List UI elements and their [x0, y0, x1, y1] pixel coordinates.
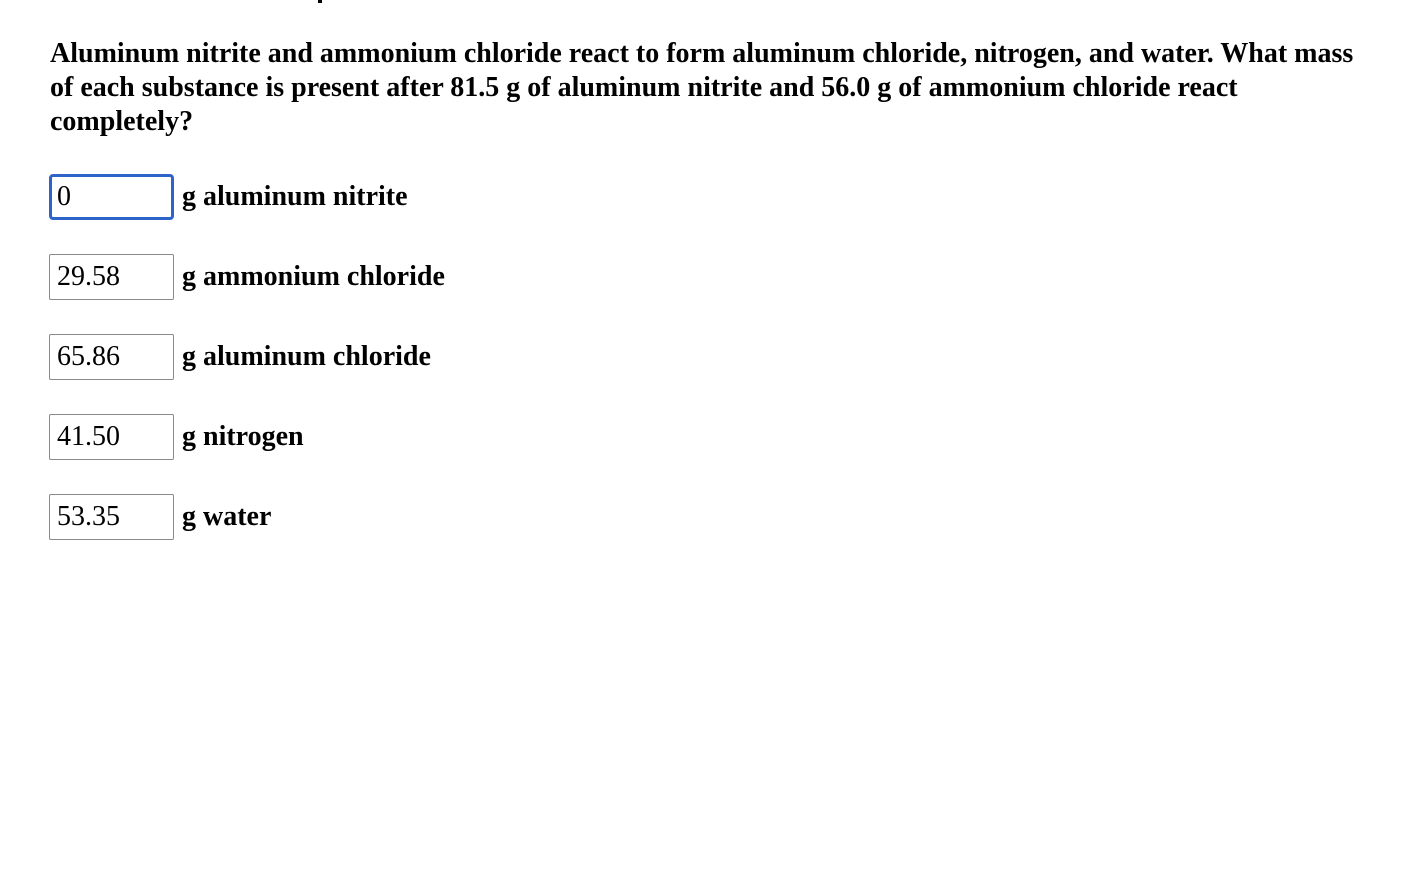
ammonium-chloride-unit-label: g ammonium chloride: [182, 261, 445, 292]
nitrogen-unit-label: g nitrogen: [182, 421, 304, 452]
aluminum-nitrite-unit-label: g aluminum nitrite: [182, 181, 408, 212]
water-unit-label: g water: [182, 501, 272, 532]
answer-row-water: [49, 494, 445, 540]
answer-row-aluminum-chloride: [49, 334, 445, 380]
answer-list: [49, 174, 445, 574]
aluminum-nitrite-mass-input[interactable]: [49, 174, 174, 220]
answer-row-ammonium-chloride: [49, 254, 445, 300]
aluminum-chloride-mass-input[interactable]: [49, 334, 174, 380]
answer-row-aluminum-nitrite: [49, 174, 445, 220]
question-text: Aluminum nitrite and ammonium chloride react to form aluminum chloride, nitrogen, and water. What mass of each substance is present after 81.5 g of aluminum nitrite and 56.0 g of ammonium chloride react completely?: [50, 38, 1354, 137]
clipped-text-fragment: [318, 0, 322, 3]
aluminum-chloride-unit-label: g aluminum chloride: [182, 341, 431, 372]
water-mass-input[interactable]: [49, 494, 174, 540]
answer-row-nitrogen: [49, 414, 445, 460]
ammonium-chloride-mass-input[interactable]: [49, 254, 174, 300]
nitrogen-mass-input[interactable]: [49, 414, 174, 460]
